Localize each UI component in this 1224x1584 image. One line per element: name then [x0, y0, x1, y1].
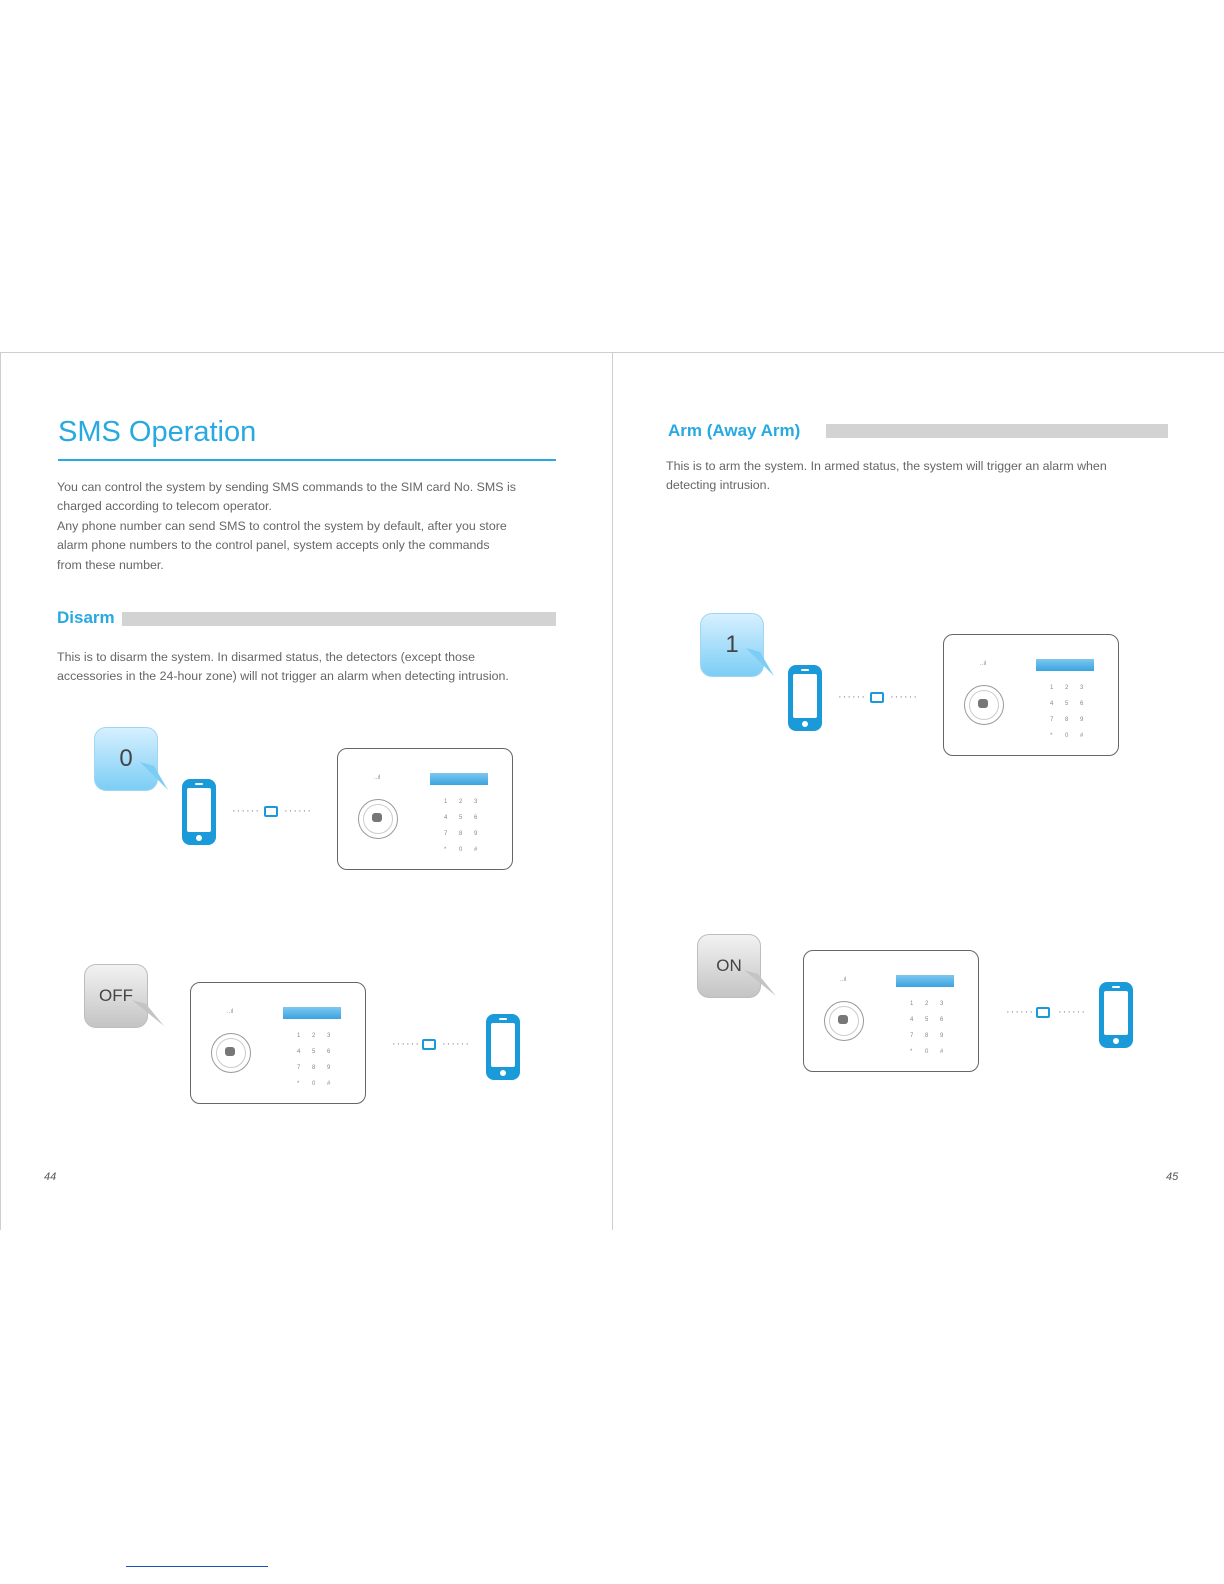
keypad-key: 2: [1065, 685, 1069, 691]
envelope-icon: [264, 806, 278, 817]
keypad-key: 2: [459, 799, 463, 805]
arm-line: detecting intrusion.: [666, 478, 771, 493]
intro-line: You can control the system by sending SMS commands to the SIM card No. SMS is: [57, 480, 516, 494]
sms-command-text: 1: [725, 631, 739, 658]
keypad-key: 8: [1065, 717, 1069, 723]
center-fold: [612, 352, 613, 1230]
bubble-tail: [132, 1000, 166, 1028]
keypad-key: 9: [327, 1065, 331, 1071]
keypad-key: 1: [297, 1033, 301, 1039]
keypad-key: 7: [1050, 717, 1054, 723]
dotted-line: ······: [890, 691, 918, 703]
intro-paragraph: [57, 478, 567, 575]
title-underline: [58, 459, 556, 461]
phone-icon: [182, 779, 216, 845]
keypad-key: *: [297, 1081, 300, 1087]
dial-center-icon: [838, 1015, 848, 1024]
keypad-key: #: [940, 1049, 944, 1055]
page-number: 45: [1166, 1171, 1179, 1183]
keypad-key: 9: [474, 831, 478, 837]
dotted-line: ······: [838, 691, 866, 703]
keypad-key: 5: [312, 1049, 316, 1055]
dotted-line: ······: [392, 1038, 420, 1050]
keypad-key: 3: [1080, 685, 1084, 691]
alarm-panel-illustration: [943, 634, 1119, 756]
disarm-paragraph: [57, 648, 577, 687]
reply-text: ON: [716, 956, 742, 975]
keypad-key: 5: [459, 815, 463, 821]
keypad-key: *: [444, 847, 447, 853]
alarm-panel-illustration: [803, 950, 979, 1072]
intro-line: from these number.: [57, 557, 164, 572]
keypad-key: 0: [312, 1081, 316, 1087]
keypad-key: 0: [925, 1049, 929, 1055]
disarm-line: This is to disarm the system. In disarmed status, the detectors (except those: [57, 650, 476, 664]
keypad-key: 1: [1050, 685, 1054, 691]
disarm-heading: Disarm: [57, 608, 115, 627]
keypad-key: #: [1080, 733, 1084, 739]
left-page-border: [0, 352, 1, 1230]
page-title: SMS Operation: [58, 416, 257, 448]
keypad-key: *: [910, 1049, 913, 1055]
keypad-key: 4: [1050, 701, 1054, 707]
lcd-display: [896, 975, 954, 987]
arm-heading: Arm (Away Arm): [668, 421, 801, 440]
keypad-key: 3: [474, 799, 478, 805]
dial-center-icon: [372, 813, 382, 822]
arm-paragraph: [666, 457, 1186, 496]
phone-icon: [788, 665, 822, 731]
keypad-key: 5: [1065, 701, 1069, 707]
intro-line: charged according to telecom operator.: [57, 499, 272, 514]
keypad-key: 2: [312, 1033, 316, 1039]
dial-center-icon: [225, 1047, 235, 1056]
sms-command-text: 0: [119, 745, 133, 772]
keypad-key: #: [327, 1081, 331, 1087]
keypad-key: 8: [925, 1033, 929, 1039]
dotted-line: ······: [284, 805, 312, 817]
keypad-key: 6: [474, 815, 478, 821]
keypad-key: 6: [327, 1049, 331, 1055]
footer-link-underline: [126, 1566, 268, 1567]
alarm-panel-illustration: [337, 748, 513, 870]
keypad-key: 9: [1080, 717, 1084, 723]
alarm-panel-illustration: [190, 982, 366, 1104]
signal-icon: ..ıl: [227, 1009, 234, 1015]
keypad-key: 2: [925, 1001, 929, 1007]
keypad-key: 8: [459, 831, 463, 837]
intro-line: alarm phone numbers to the control panel, system accepts only the commands: [57, 538, 490, 553]
keypad-key: 3: [940, 1001, 944, 1007]
phone-icon: [486, 1014, 520, 1080]
keypad-key: 8: [312, 1065, 316, 1071]
keypad-key: 4: [910, 1017, 914, 1023]
keypad-key: 5: [925, 1017, 929, 1023]
keypad-key: 6: [1080, 701, 1084, 707]
envelope-icon: [1036, 1007, 1050, 1018]
keypad-key: 9: [940, 1033, 944, 1039]
envelope-icon: [422, 1039, 436, 1050]
keypad-key: 3: [327, 1033, 331, 1039]
page-number: 44: [44, 1171, 57, 1183]
bubble-tail: [744, 970, 778, 998]
keypad-key: 1: [910, 1001, 914, 1007]
disarm-heading-bar: [122, 612, 556, 626]
envelope-icon: [870, 692, 884, 703]
lcd-display: [283, 1007, 341, 1019]
signal-icon: ..ıl: [840, 977, 847, 983]
keypad-key: 1: [444, 799, 448, 805]
keypad-key: *: [1050, 733, 1053, 739]
dotted-line: ······: [1006, 1006, 1034, 1018]
bubble-tail: [140, 762, 170, 792]
keypad-key: 6: [940, 1017, 944, 1023]
arm-heading-bar: [826, 424, 1168, 438]
intro-line: Any phone number can send SMS to control the system by default, after you store: [57, 518, 507, 533]
phone-icon: [1099, 982, 1133, 1048]
keypad-key: 7: [297, 1065, 301, 1071]
keypad-key: 0: [1065, 733, 1069, 739]
dotted-line: ······: [232, 805, 260, 817]
signal-icon: ..ıl: [374, 775, 381, 781]
keypad-key: #: [474, 847, 478, 853]
lcd-display: [430, 773, 488, 785]
keypad-key: 4: [297, 1049, 301, 1055]
keypad-key: 7: [910, 1033, 914, 1039]
keypad-key: 7: [444, 831, 448, 837]
dial-center-icon: [978, 699, 988, 708]
disarm-line: accessories in the 24-hour zone) will not trigger an alarm when detecting intrusion.: [57, 669, 509, 684]
dotted-line: ······: [442, 1038, 470, 1050]
bubble-tail: [746, 648, 776, 678]
keypad-key: 4: [444, 815, 448, 821]
lcd-display: [1036, 659, 1094, 671]
signal-icon: ..ıl: [980, 661, 987, 667]
dotted-line: ······: [1058, 1006, 1086, 1018]
keypad-key: 0: [459, 847, 463, 853]
reply-text: OFF: [99, 986, 133, 1005]
arm-line: This is to arm the system. In armed status, the system will trigger an alarm when: [666, 459, 1107, 473]
